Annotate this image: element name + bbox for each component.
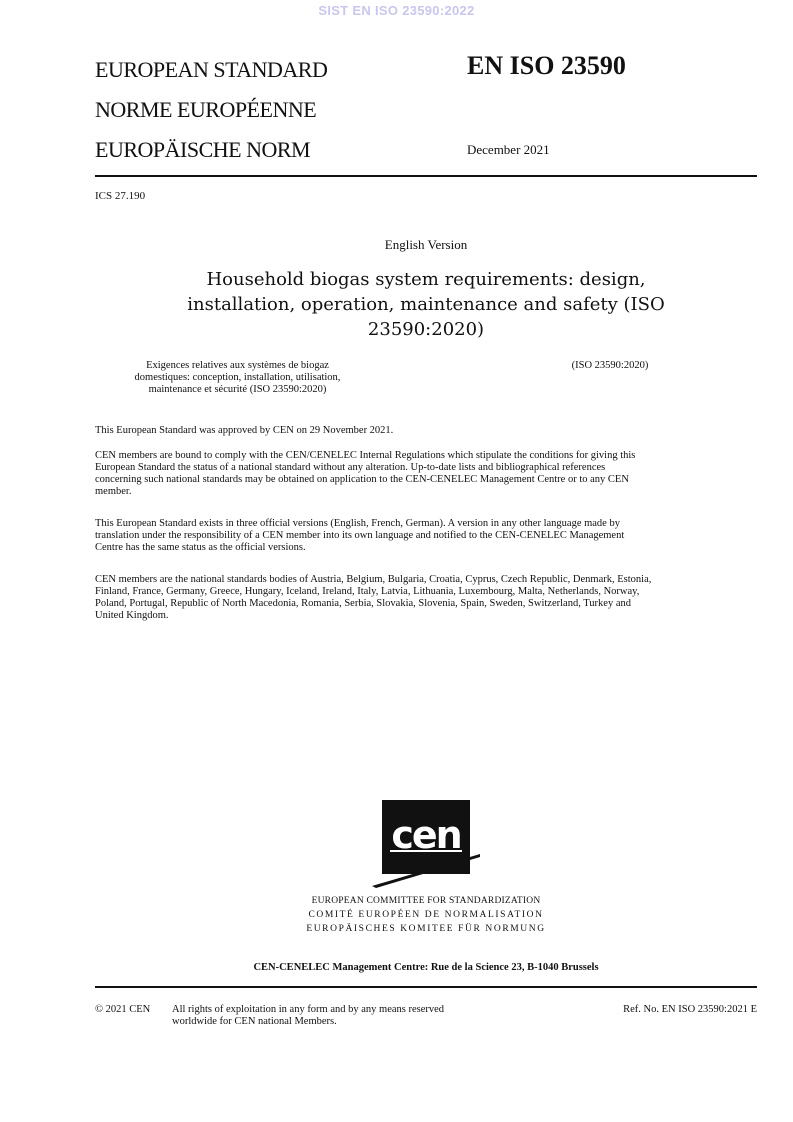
standard-name-de: EUROPÄISCHE NORM (95, 137, 311, 162)
reference-number: Ref. No. EN ISO 23590:2021 E (623, 1004, 757, 1015)
cen-logo-icon (370, 800, 482, 888)
version-label: English Version (384, 237, 468, 252)
copyright: © 2021 CEN (95, 1004, 151, 1015)
paragraph-line: United Kingdom. (95, 610, 169, 621)
rights-line: worldwide for CEN national Members. (172, 1016, 337, 1027)
paragraph-line: member. (95, 486, 132, 497)
title-line: 23590:2020) (367, 319, 485, 340)
french-title-line: Exigences relatives aux systèmes de biogaz (146, 360, 329, 371)
approval-paragraph (95, 425, 757, 437)
paragraph-line: Finland, France, Germany, Greece, Hungary, Iceland, Ireland, Italy, Latvia, Lithuania, Luxembourg, Malta, Netherlands, Norway, (95, 586, 640, 597)
versions-paragraph (95, 518, 757, 554)
management-centre-address: CEN-CENELEC Management Centre: Rue de la Science 23, B-1040 Brussels (253, 962, 599, 973)
paragraph-line: CEN members are bound to comply with the CEN/CENELEC Internal Regulations which stipulate the conditions for giving this (95, 450, 636, 461)
ics-code: ICS 27.190 (95, 190, 146, 202)
rights-notice (172, 1004, 502, 1028)
paragraph-line: This European Standard was approved by CEN on 29 November 2021. (95, 425, 394, 436)
paragraph-line: This European Standard exists in three official versions (English, French, German). A version in any other language made by (95, 518, 620, 529)
paragraph-line: Centre has the same status as the official versions. (95, 542, 306, 553)
german-title: (ISO 23590:2020) (571, 360, 649, 371)
paragraph-line: CEN members are the national standards bodies of Austria, Belgium, Bulgaria, Croatia, Cyprus, Czech Republic, Denmark, Estonia, (95, 574, 652, 585)
footer-divider (95, 986, 757, 988)
french-title-line: maintenance et sécurité (ISO 23590:2020) (148, 384, 327, 395)
paragraph-line: Poland, Portugal, Republic of North Macedonia, Romania, Serbia, Slovakia, Slovenia, Spain, Sweden, Switzerland, Turkey and (95, 598, 632, 609)
title-line: Household biogas system requirements: design, (206, 269, 646, 290)
header-divider (95, 175, 757, 177)
rights-line: All rights of exploitation in any form and by any means reserved (172, 1004, 445, 1015)
document-id: EN ISO 23590 (467, 51, 626, 80)
document-title (95, 267, 757, 342)
paragraph-line: translation under the responsibility of a CEN member into its own language and notified to the CEN-CENELEC Management (95, 530, 625, 541)
paragraph-line: concerning such national standards may be obtained on application to the CEN-CENELEC Management Centre or to any CEN (95, 474, 629, 485)
committee-name-en: EUROPEAN COMMITTEE FOR STANDARDIZATION (311, 896, 541, 906)
committee-name-fr: COMITÉ EUROPÉEN DE NORMALISATION (308, 910, 544, 920)
members-paragraph (95, 574, 757, 622)
watermark: SIST EN ISO 23590:2022 (318, 3, 475, 18)
french-title (100, 360, 375, 396)
standard-name-fr: NORME EUROPÉENNE (95, 97, 317, 122)
paragraph-line: European Standard the status of a national standard without any alteration. Up-to-date lists and bibliographical references (95, 462, 606, 473)
logo-text: cen (391, 813, 461, 857)
french-title-line: domestiques: conception, installation, utilisation, (134, 372, 341, 383)
committee-name-de: EUROPÄISCHES KOMITEE FÜR NORMUNG (306, 924, 546, 934)
publication-date: December 2021 (467, 142, 550, 157)
cen-logo-graphic (370, 800, 482, 888)
standard-name-en: EUROPEAN STANDARD (95, 57, 328, 82)
title-line: installation, operation, maintenance and safety (ISO (187, 294, 665, 315)
compliance-paragraph (95, 450, 757, 498)
